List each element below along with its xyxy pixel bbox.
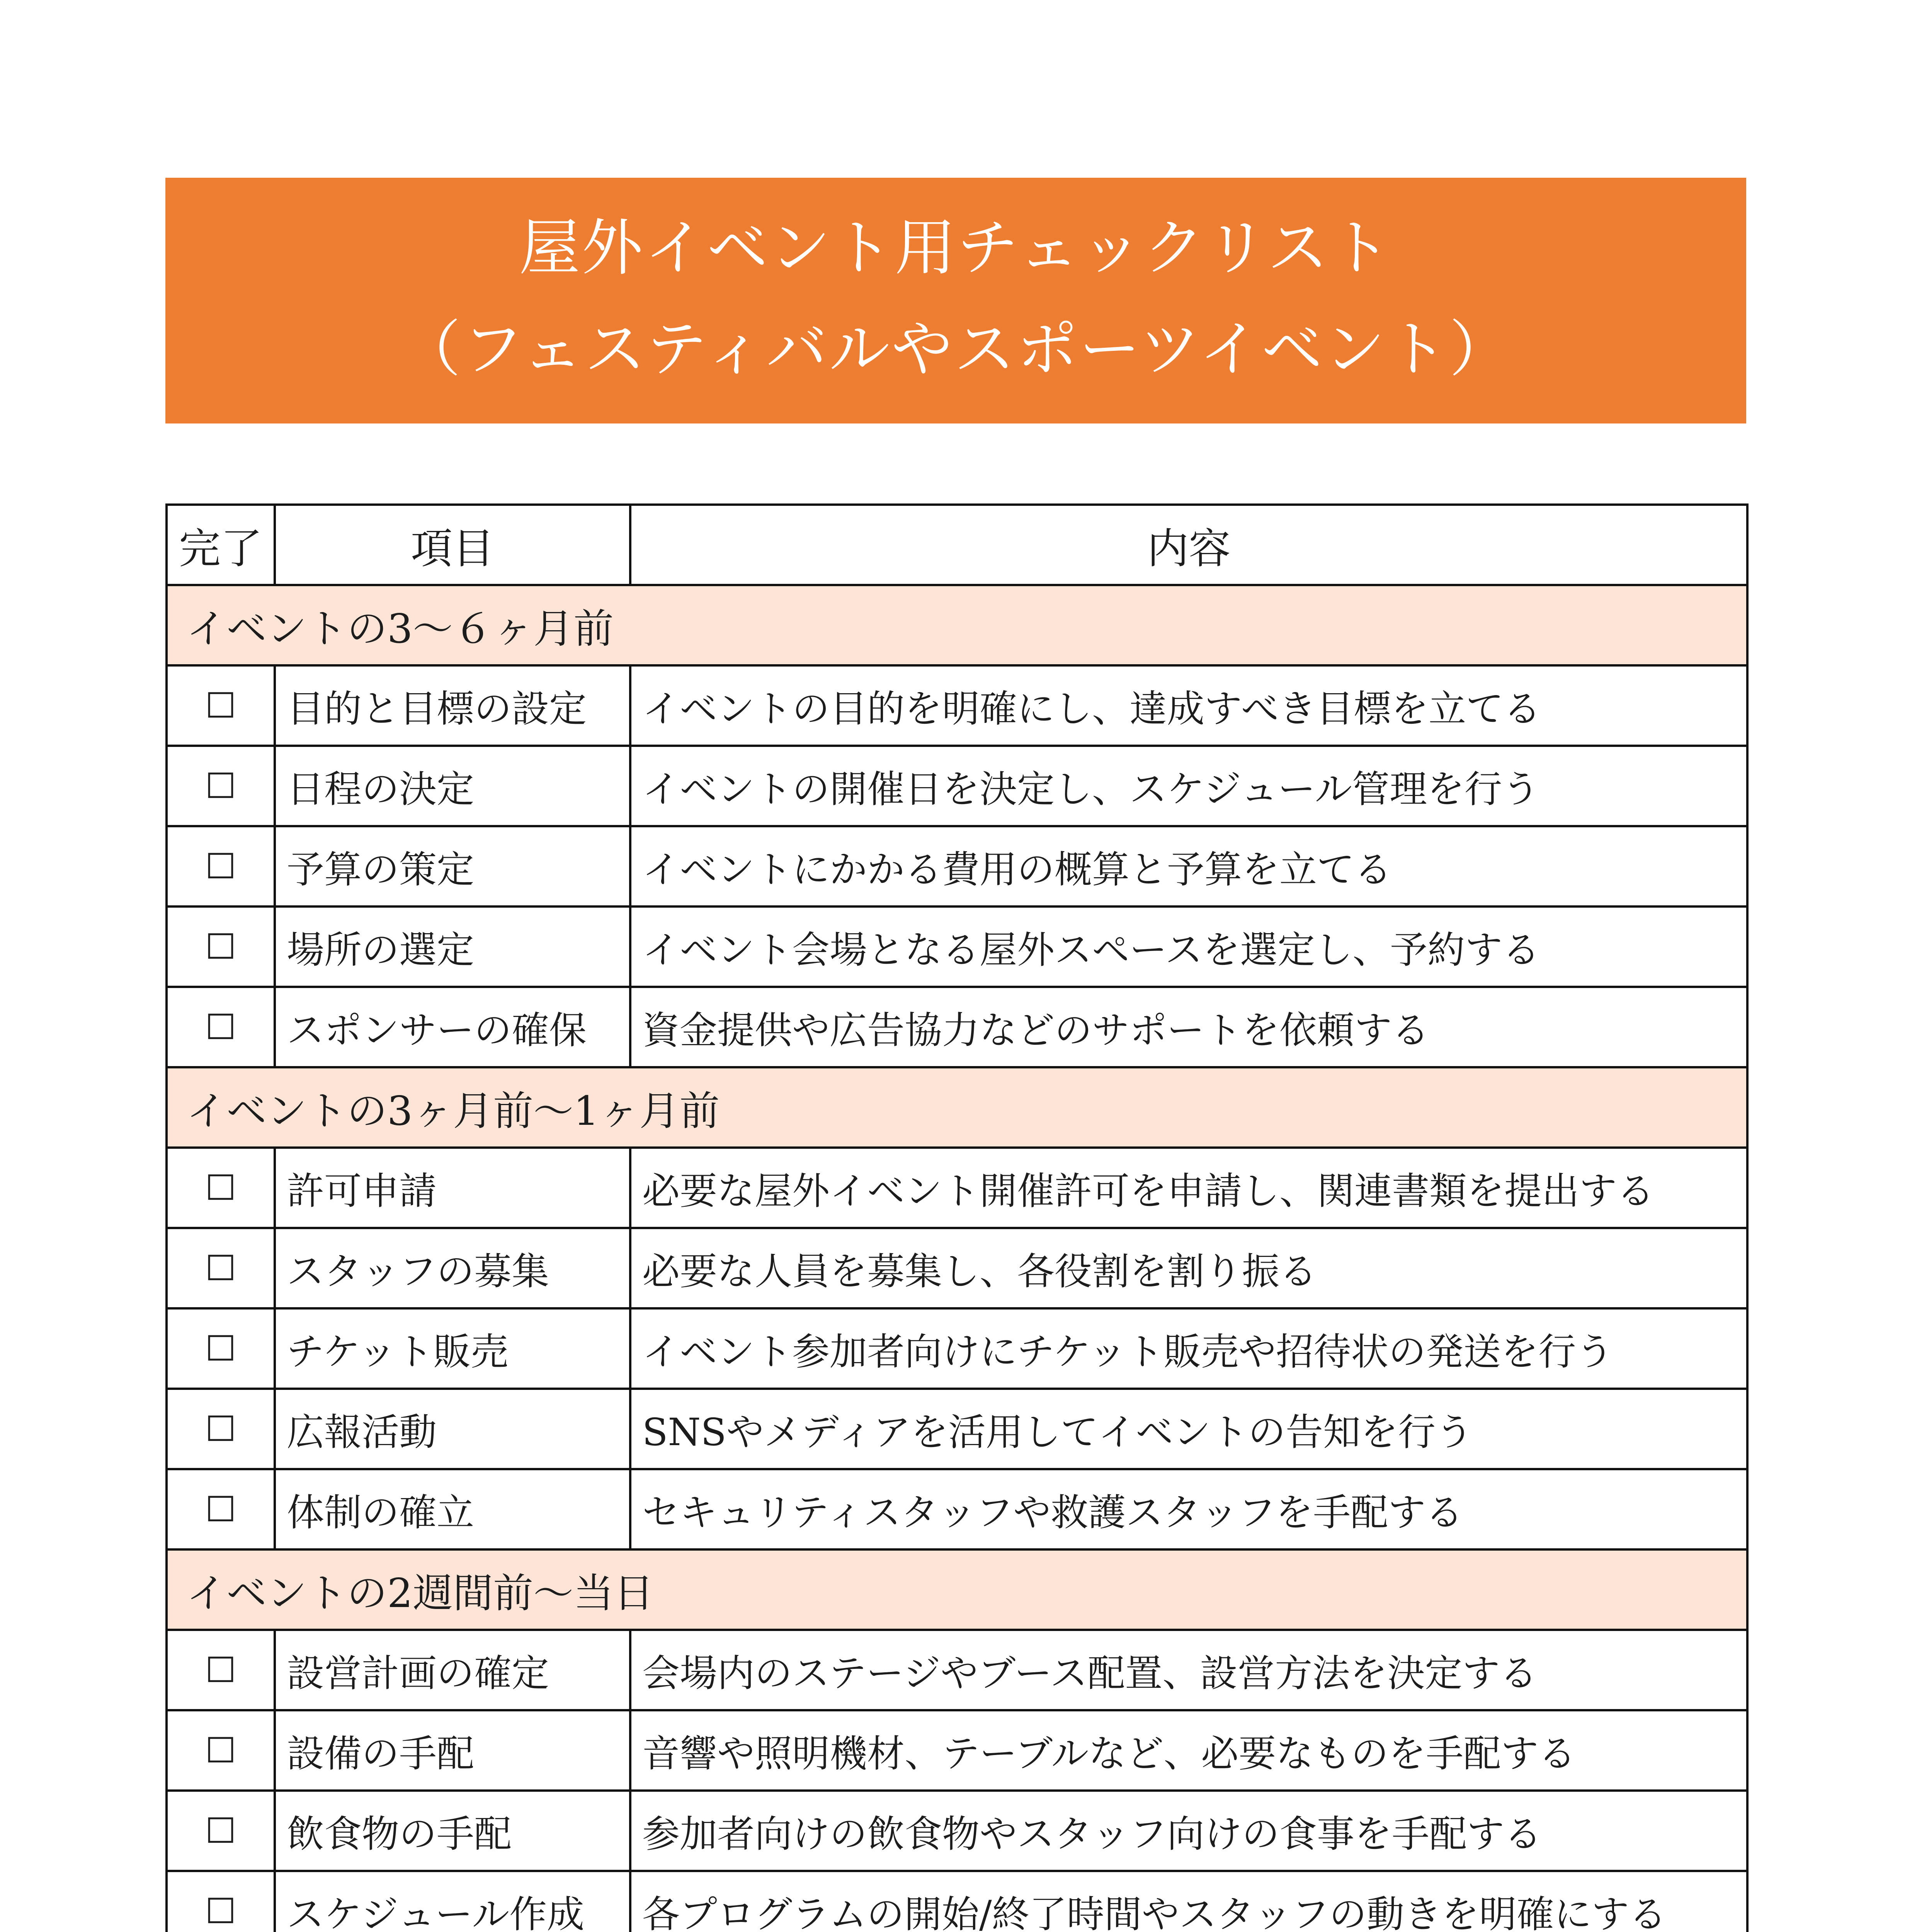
section-header	[167, 585, 1747, 665]
item-name: 設営計画の確定	[275, 1630, 630, 1710]
checkbox: ☐	[167, 1630, 275, 1710]
checklist-row	[167, 1710, 1747, 1791]
checklist-row	[167, 1871, 1747, 1932]
item-name: 設備の手配	[275, 1710, 630, 1791]
checkbox: ☐	[167, 1469, 275, 1549]
checkbox: ☐	[167, 746, 275, 826]
item-name: 日程の決定	[275, 746, 630, 826]
checkbox: ☐	[167, 1791, 275, 1871]
item-description: 会場内のステージやブース配置、設営方法を決定する	[630, 1630, 1747, 1710]
item-description: イベントの開催日を決定し、スケジュール管理を行う	[630, 746, 1747, 826]
item-description: イベント参加者向けにチケット販売や招待状の発送を行う	[630, 1308, 1747, 1389]
checklist-row	[167, 665, 1747, 746]
checklist-row	[167, 987, 1747, 1067]
page-subtitle: （フェスティバルやスポーツイベント）	[400, 314, 1512, 385]
checklist-row	[167, 1630, 1747, 1710]
item-description: イベント会場となる屋外スペースを選定し、予約する	[630, 906, 1747, 987]
checklist-row	[167, 746, 1747, 826]
checkbox: ☐	[167, 826, 275, 906]
checklist-row	[167, 1469, 1747, 1549]
item-name: スポンサーの確保	[275, 987, 630, 1067]
section-title: イベントの3～６ヶ月前	[167, 585, 1747, 665]
header-item: 項目	[275, 505, 630, 585]
item-name: 許可申請	[275, 1148, 630, 1228]
header-done: 完了	[167, 505, 275, 585]
table-header-row	[167, 505, 1747, 585]
checkbox: ☐	[167, 1228, 275, 1308]
section-title: イベントの3ヶ月前～1ヶ月前	[167, 1067, 1747, 1148]
item-description: イベントにかかる費用の概算と予算を立てる	[630, 826, 1747, 906]
item-description: 資金提供や広告協力などのサポートを依頼する	[630, 987, 1747, 1067]
checkbox: ☐	[167, 1148, 275, 1228]
item-description: 各プログラムの開始/終了時間やスタッフの動きを明確にする	[630, 1871, 1747, 1932]
header-content: 内容	[630, 505, 1747, 585]
item-name: スケジュール作成	[275, 1871, 630, 1932]
section-header	[167, 1549, 1747, 1630]
item-name: 飲食物の手配	[275, 1791, 630, 1871]
item-name: チケット販売	[275, 1308, 630, 1389]
item-description: セキュリティスタッフや救護スタッフを手配する	[630, 1469, 1747, 1549]
page-title: 屋外イベント用チェックリスト	[519, 213, 1393, 284]
checklist-row	[167, 826, 1747, 906]
checklist-row	[167, 1389, 1747, 1469]
item-description: 必要な屋外イベント開催許可を申請し、関連書類を提出する	[630, 1148, 1747, 1228]
checkbox: ☐	[167, 1389, 275, 1469]
item-description: 参加者向けの飲食物やスタッフ向けの食事を手配する	[630, 1791, 1747, 1871]
item-name: 目的と目標の設定	[275, 665, 630, 746]
checklist-row	[167, 1228, 1747, 1308]
section-header	[167, 1067, 1747, 1148]
checklist-row	[167, 1308, 1747, 1389]
item-name: 場所の選定	[275, 906, 630, 987]
item-description: SNSやメディアを活用してイベントの告知を行う	[630, 1389, 1747, 1469]
item-name: 体制の確立	[275, 1469, 630, 1549]
checkbox: ☐	[167, 1308, 275, 1389]
item-name: 予算の策定	[275, 826, 630, 906]
item-description: 音響や照明機材、テーブルなど、必要なものを手配する	[630, 1710, 1747, 1791]
item-description: イベントの目的を明確にし、達成すべき目標を立てる	[630, 665, 1747, 746]
item-name: スタッフの募集	[275, 1228, 630, 1308]
section-title: イベントの2週間前～当日	[167, 1549, 1747, 1630]
checkbox: ☐	[167, 987, 275, 1067]
checklist-row	[167, 1148, 1747, 1228]
checklist-row	[167, 1791, 1747, 1871]
checkbox: ☐	[167, 1710, 275, 1791]
checkbox: ☐	[167, 665, 275, 746]
item-description: 必要な人員を募集し、各役割を割り振る	[630, 1228, 1747, 1308]
checklist-table	[165, 503, 1749, 1932]
title-banner	[165, 178, 1746, 423]
item-name: 広報活動	[275, 1389, 630, 1469]
checkbox: ☐	[167, 906, 275, 987]
checklist-row	[167, 906, 1747, 987]
checkbox: ☐	[167, 1871, 275, 1932]
